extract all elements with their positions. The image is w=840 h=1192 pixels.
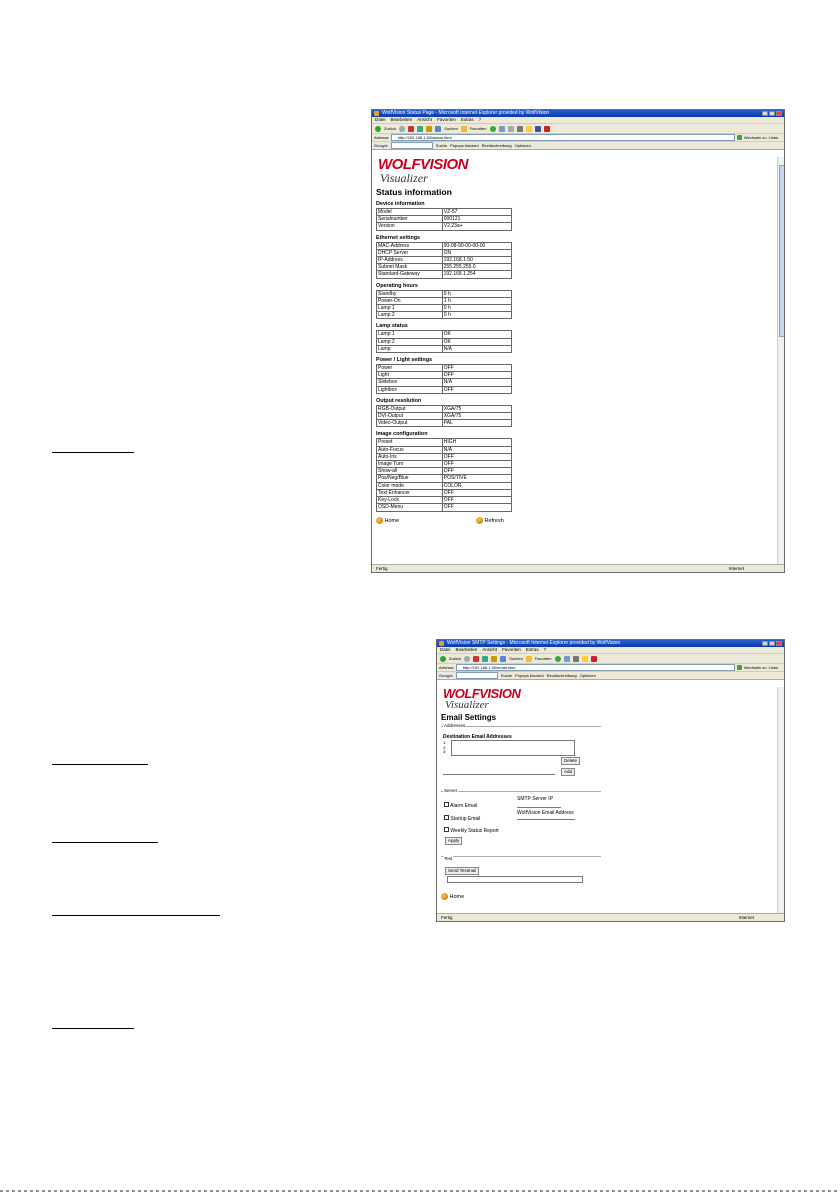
row-label: Power bbox=[377, 365, 443, 372]
favorites-label[interactable]: Favoriten bbox=[469, 126, 487, 131]
section-heading: Output resolution bbox=[376, 397, 422, 404]
send-testmail-button[interactable]: Send Testmail bbox=[445, 867, 479, 875]
table-row bbox=[377, 439, 512, 446]
home-icon bbox=[441, 893, 448, 900]
home-label: Home bbox=[384, 517, 400, 524]
section-heading: Power / Light settings bbox=[376, 357, 433, 364]
close-button[interactable] bbox=[776, 641, 782, 646]
home-icon bbox=[376, 517, 383, 524]
menu-favorites[interactable]: Favoriten bbox=[437, 117, 456, 122]
row-value: 0 h bbox=[442, 305, 511, 312]
address-index-2: 2: bbox=[443, 744, 447, 750]
status-bar bbox=[437, 913, 784, 921]
table-row bbox=[377, 257, 512, 264]
window-controls bbox=[762, 111, 782, 116]
browser-window-status bbox=[371, 109, 785, 573]
menu-help[interactable]: ? bbox=[478, 117, 482, 122]
favorites-icon[interactable] bbox=[461, 126, 467, 132]
row-value: V2.23a+ bbox=[442, 223, 511, 230]
row-value: 192.168.1.50 bbox=[442, 257, 511, 264]
print-icon[interactable] bbox=[517, 126, 523, 132]
row-label: Lamp bbox=[377, 345, 443, 352]
row-label: Power-On bbox=[377, 297, 443, 304]
status-sections bbox=[376, 201, 771, 512]
media-icon[interactable] bbox=[555, 656, 561, 662]
back-label[interactable]: Zurück bbox=[384, 126, 397, 131]
new-address-input[interactable] bbox=[443, 769, 555, 775]
addresses-legend: Addresses bbox=[444, 723, 466, 728]
row-label: RGB-Output bbox=[377, 405, 443, 412]
status-table bbox=[376, 364, 512, 394]
email-page-content bbox=[441, 687, 771, 900]
table-row bbox=[377, 216, 512, 223]
test-fieldset bbox=[441, 856, 601, 889]
google-toolbar bbox=[437, 672, 784, 680]
row-value: ON bbox=[442, 249, 511, 256]
table-row bbox=[377, 489, 512, 496]
search-icon[interactable] bbox=[500, 656, 506, 662]
table-row bbox=[377, 305, 512, 312]
row-value: OFF bbox=[442, 372, 511, 379]
startup-email-checkbox[interactable] bbox=[444, 815, 449, 820]
left-link-email-2[interactable] bbox=[52, 830, 158, 843]
weekly-report-label: Weekly Status Report bbox=[450, 828, 499, 834]
section-heading: Device information bbox=[376, 201, 425, 207]
row-label: MAC-Address bbox=[377, 242, 443, 249]
row-value: 00-08-90-00-00-00 bbox=[442, 242, 511, 249]
row-label: Model bbox=[377, 209, 443, 216]
row-value: PAL bbox=[442, 420, 511, 427]
title-bar bbox=[437, 640, 784, 647]
minimize-button[interactable] bbox=[762, 111, 768, 116]
back-icon[interactable] bbox=[440, 656, 446, 662]
page-title: Status information bbox=[376, 187, 452, 197]
word-icon[interactable] bbox=[535, 126, 541, 132]
table-row bbox=[377, 345, 512, 352]
server-legend: Server bbox=[444, 788, 458, 793]
address-label: Adresse bbox=[439, 665, 454, 670]
home-icon[interactable] bbox=[426, 126, 432, 132]
menu-file[interactable]: Datei bbox=[375, 117, 386, 122]
history-icon[interactable] bbox=[499, 126, 505, 132]
menu-bar bbox=[437, 647, 784, 654]
sender-address-label: WolfVision Email Address bbox=[517, 810, 574, 816]
home-link[interactable] bbox=[376, 517, 476, 524]
section-heading: Operating hours bbox=[376, 282, 418, 289]
row-label: Lamp 1 bbox=[377, 331, 443, 338]
row-value: XGA/75 bbox=[442, 405, 511, 412]
window-title: WolfVision SMTP Settings - Microsoft Internet Explorer provided by WolfVision bbox=[447, 640, 621, 646]
brand-logo: WOLFVISION bbox=[443, 686, 521, 701]
row-label: OSD-Menu bbox=[377, 504, 443, 511]
google-spellcheck-button[interactable]: Rechtschreibung bbox=[481, 143, 512, 148]
table-row bbox=[377, 497, 512, 504]
test-result-box[interactable] bbox=[447, 876, 583, 883]
row-value: OFF bbox=[442, 504, 511, 511]
refresh-icon[interactable] bbox=[482, 656, 488, 662]
section-heading: Lamp status bbox=[376, 323, 408, 330]
row-value: VZ-57 bbox=[442, 209, 511, 216]
row-value: 000121 bbox=[442, 216, 511, 223]
left-link-email-1[interactable] bbox=[52, 752, 148, 765]
folder-icon[interactable] bbox=[582, 656, 588, 662]
smtp-server-input[interactable] bbox=[517, 802, 561, 808]
google-popups-button[interactable]: Popups blocked bbox=[450, 143, 479, 148]
menu-view[interactable]: Ansicht bbox=[417, 117, 433, 122]
google-search-input[interactable] bbox=[391, 142, 433, 149]
table-row bbox=[377, 482, 512, 489]
refresh-icon bbox=[476, 517, 483, 524]
row-value: OFF bbox=[442, 468, 511, 475]
addresses-fieldset bbox=[441, 723, 601, 787]
table-row bbox=[377, 209, 512, 216]
address-list-indices bbox=[443, 741, 446, 755]
minimize-button[interactable] bbox=[762, 641, 768, 646]
search-label[interactable]: Suchen bbox=[444, 126, 458, 131]
back-icon[interactable] bbox=[375, 126, 381, 132]
row-value: HIGH bbox=[442, 439, 511, 446]
row-value: 192.168.1.254 bbox=[442, 271, 511, 278]
google-popups-button[interactable]: Popups blocked bbox=[515, 673, 544, 678]
add-address-button[interactable]: Add bbox=[561, 768, 575, 776]
table-row bbox=[377, 242, 512, 249]
zone-text: Internet bbox=[728, 566, 744, 571]
google-toolbar bbox=[372, 142, 784, 150]
brand-logo: WOLFVISION bbox=[378, 156, 468, 173]
row-value: 1 h bbox=[442, 297, 511, 304]
row-label: Serialnumber bbox=[377, 216, 443, 223]
status-footer bbox=[376, 517, 771, 524]
google-options-button[interactable]: Optionen bbox=[514, 143, 531, 148]
home-icon[interactable] bbox=[491, 656, 497, 662]
row-value: OFF bbox=[442, 497, 511, 504]
menu-view[interactable]: Ansicht bbox=[482, 647, 498, 652]
row-label: Key-Lock bbox=[377, 497, 443, 504]
table-row bbox=[377, 331, 512, 338]
ie-icon bbox=[374, 111, 379, 116]
menu-favorites[interactable]: Favoriten bbox=[502, 647, 521, 652]
row-label: IP-Address bbox=[377, 257, 443, 264]
menu-file[interactable]: Datei bbox=[440, 647, 451, 652]
zone-text: Internet bbox=[738, 915, 754, 920]
row-value: N/A bbox=[442, 345, 511, 352]
row-label: Show-all bbox=[377, 468, 443, 475]
status-text: Fertig bbox=[376, 566, 388, 571]
history-icon[interactable] bbox=[564, 656, 570, 662]
forward-icon[interactable] bbox=[464, 656, 470, 662]
table-row bbox=[377, 504, 512, 511]
status-table bbox=[376, 242, 512, 279]
row-value: OFF bbox=[442, 489, 511, 496]
menu-edit[interactable]: Bearbeiten bbox=[455, 647, 478, 652]
toolbar bbox=[372, 124, 784, 134]
row-value: OFF bbox=[442, 461, 511, 468]
row-label: DHCP Server bbox=[377, 249, 443, 256]
status-table bbox=[376, 208, 512, 231]
status-bar bbox=[372, 564, 784, 572]
table-row bbox=[377, 372, 512, 379]
ie-icon bbox=[439, 641, 444, 646]
google-search-button[interactable]: Suche bbox=[500, 673, 513, 678]
alarm-email-checkbox[interactable] bbox=[444, 802, 449, 807]
address-input[interactable]: http://192.168.1.50/status.html bbox=[391, 134, 735, 141]
table-row bbox=[377, 386, 512, 393]
mail-icon[interactable] bbox=[508, 126, 514, 132]
row-value: 9 h bbox=[442, 290, 511, 297]
status-text: Fertig bbox=[441, 915, 453, 920]
alarm-email-row[interactable] bbox=[444, 802, 477, 809]
stop-icon[interactable] bbox=[408, 126, 414, 132]
stop-icon[interactable] bbox=[473, 656, 479, 662]
row-label: Pos/Neg/Blue bbox=[377, 475, 443, 482]
apply-button[interactable]: Apply bbox=[445, 837, 462, 845]
home-label: Home bbox=[449, 893, 465, 900]
table-row bbox=[377, 420, 512, 427]
row-label: Light bbox=[377, 372, 443, 379]
table-row bbox=[377, 475, 512, 482]
alarm-email-label: Alarm Email bbox=[450, 803, 478, 809]
page-title: Email Settings bbox=[441, 713, 497, 722]
table-row bbox=[377, 468, 512, 475]
table-row bbox=[377, 461, 512, 468]
table-row bbox=[377, 271, 512, 278]
go-icon[interactable] bbox=[737, 665, 742, 670]
section-heading: Image configuration bbox=[376, 431, 428, 438]
go-icon[interactable] bbox=[737, 135, 742, 140]
startup-email-label: Startup Email bbox=[450, 816, 481, 822]
left-link-status[interactable] bbox=[52, 440, 134, 453]
section-heading: Ethernet settings bbox=[376, 234, 421, 241]
server-fieldset bbox=[441, 788, 601, 850]
search-icon[interactable] bbox=[435, 126, 441, 132]
go-button[interactable]: Wechseln zu bbox=[743, 135, 767, 140]
row-value: OK bbox=[442, 338, 511, 345]
links-button[interactable]: Links bbox=[768, 135, 778, 140]
row-value: 0 h bbox=[442, 312, 511, 319]
menu-edit[interactable]: Bearbeiten bbox=[390, 117, 413, 122]
address-list-box[interactable] bbox=[451, 740, 575, 756]
table-row bbox=[377, 413, 512, 420]
vertical-scrollbar[interactable] bbox=[777, 687, 784, 913]
title-bar bbox=[372, 110, 784, 117]
maximize-button[interactable] bbox=[769, 111, 775, 116]
window-title: WolfVision Status Page - Microsoft Internet Explorer provided by WolfVision bbox=[382, 110, 550, 116]
google-search-button[interactable]: Suche bbox=[435, 143, 448, 148]
table-row bbox=[377, 379, 512, 386]
maximize-button[interactable] bbox=[769, 641, 775, 646]
favorites-icon[interactable] bbox=[526, 656, 532, 662]
address-label: Adresse bbox=[374, 135, 389, 140]
brand-subtitle: Visualizer bbox=[380, 171, 428, 185]
flag-icon[interactable] bbox=[591, 656, 597, 662]
media-icon[interactable] bbox=[490, 126, 496, 132]
brand-subtitle: Visualizer bbox=[445, 699, 489, 711]
status-table bbox=[376, 438, 512, 511]
left-link-other[interactable] bbox=[52, 1016, 134, 1029]
google-options-button[interactable]: Optionen bbox=[579, 673, 596, 678]
table-row bbox=[377, 446, 512, 453]
row-label: Version bbox=[377, 223, 443, 230]
address-bar bbox=[437, 664, 784, 672]
back-label[interactable]: Zurück bbox=[449, 656, 462, 661]
address-index-1: 1: bbox=[443, 740, 447, 745]
row-label: Video-Output bbox=[377, 420, 443, 427]
row-label: Lamp 2 bbox=[377, 312, 443, 319]
test-legend: Test bbox=[444, 856, 453, 861]
startup-email-row[interactable] bbox=[444, 815, 480, 822]
row-value: OK bbox=[442, 331, 511, 338]
status-table bbox=[376, 330, 512, 353]
row-label: Color mode bbox=[377, 482, 443, 489]
table-row bbox=[377, 312, 512, 319]
row-label: Image Turn bbox=[377, 461, 443, 468]
row-label: Preset bbox=[377, 439, 443, 446]
row-value: POSITIVE bbox=[442, 475, 511, 482]
row-label: Auto-Iris bbox=[377, 453, 443, 460]
flag-icon[interactable] bbox=[544, 126, 550, 132]
address-list-label: Destination Email Addresses bbox=[443, 734, 512, 740]
row-label: Standby bbox=[377, 290, 443, 297]
row-value: XGA/75 bbox=[442, 413, 511, 420]
go-button[interactable]: Wechseln zu bbox=[743, 665, 767, 670]
table-row bbox=[377, 264, 512, 271]
table-row bbox=[377, 453, 512, 460]
google-search-input[interactable] bbox=[456, 672, 498, 679]
table-row bbox=[377, 223, 512, 230]
links-button[interactable]: Links bbox=[768, 665, 778, 670]
row-value: N/A bbox=[442, 379, 511, 386]
refresh-label: Refresh bbox=[484, 517, 504, 524]
status-table bbox=[376, 405, 512, 428]
browser-window-email bbox=[436, 639, 785, 922]
left-link-email-3[interactable] bbox=[52, 903, 220, 916]
row-label: Lamp 2 bbox=[377, 338, 443, 345]
row-label: Standard-Gateway bbox=[377, 271, 443, 278]
table-row bbox=[377, 365, 512, 372]
row-value: OFF bbox=[442, 365, 511, 372]
row-value: OFF bbox=[442, 386, 511, 393]
close-button[interactable] bbox=[776, 111, 782, 116]
status-table bbox=[376, 290, 512, 320]
menu-tools[interactable]: Extras bbox=[525, 647, 539, 652]
row-value: OFF bbox=[442, 453, 511, 460]
row-label: Subnet Mask bbox=[377, 264, 443, 271]
folder-icon[interactable] bbox=[526, 126, 532, 132]
menu-help[interactable]: ? bbox=[543, 647, 547, 652]
row-value: COLOR bbox=[442, 482, 511, 489]
window-controls bbox=[762, 641, 782, 646]
print-icon[interactable] bbox=[573, 656, 579, 662]
refresh-icon[interactable] bbox=[417, 126, 423, 132]
row-value: 255.255.255.0 bbox=[442, 264, 511, 271]
row-label: Slidebox bbox=[377, 379, 443, 386]
row-value: N/A bbox=[442, 446, 511, 453]
google-spellcheck-button[interactable]: Rechtschreibung bbox=[546, 673, 577, 678]
vertical-scrollbar[interactable] bbox=[777, 157, 784, 564]
address-index-3: 3: bbox=[443, 749, 447, 754]
row-label: Lamp 1 bbox=[377, 305, 443, 312]
table-row bbox=[377, 297, 512, 304]
table-row bbox=[377, 405, 512, 412]
sender-address-input[interactable] bbox=[517, 816, 575, 820]
search-label[interactable]: Suchen bbox=[509, 656, 523, 661]
menu-tools[interactable]: Extras bbox=[460, 117, 474, 122]
home-link[interactable] bbox=[441, 893, 771, 900]
table-row bbox=[377, 338, 512, 345]
row-label: DVI-Output bbox=[377, 413, 443, 420]
google-logo: Google bbox=[374, 143, 388, 148]
toolbar bbox=[437, 654, 784, 664]
address-bar bbox=[372, 134, 784, 142]
favorites-label[interactable]: Favoriten bbox=[534, 656, 552, 661]
scrollbar-thumb[interactable] bbox=[779, 165, 785, 337]
refresh-link[interactable] bbox=[476, 517, 504, 524]
delete-address-button[interactable]: Delete bbox=[561, 757, 580, 765]
menu-bar bbox=[372, 117, 784, 124]
table-row bbox=[377, 290, 512, 297]
row-label: Lightbox bbox=[377, 386, 443, 393]
google-logo: Google bbox=[439, 673, 453, 678]
weekly-report-row[interactable] bbox=[444, 827, 499, 834]
table-row bbox=[377, 249, 512, 256]
weekly-report-checkbox[interactable] bbox=[444, 827, 449, 832]
row-label: Auto-Focus bbox=[377, 446, 443, 453]
address-input[interactable]: http://192.168.1.50/email.html bbox=[456, 664, 735, 671]
smtp-server-label: SMTP Server IP bbox=[517, 796, 554, 802]
forward-icon[interactable] bbox=[399, 126, 405, 132]
row-label: Text Enhancer bbox=[377, 489, 443, 496]
status-page-content bbox=[376, 157, 771, 524]
